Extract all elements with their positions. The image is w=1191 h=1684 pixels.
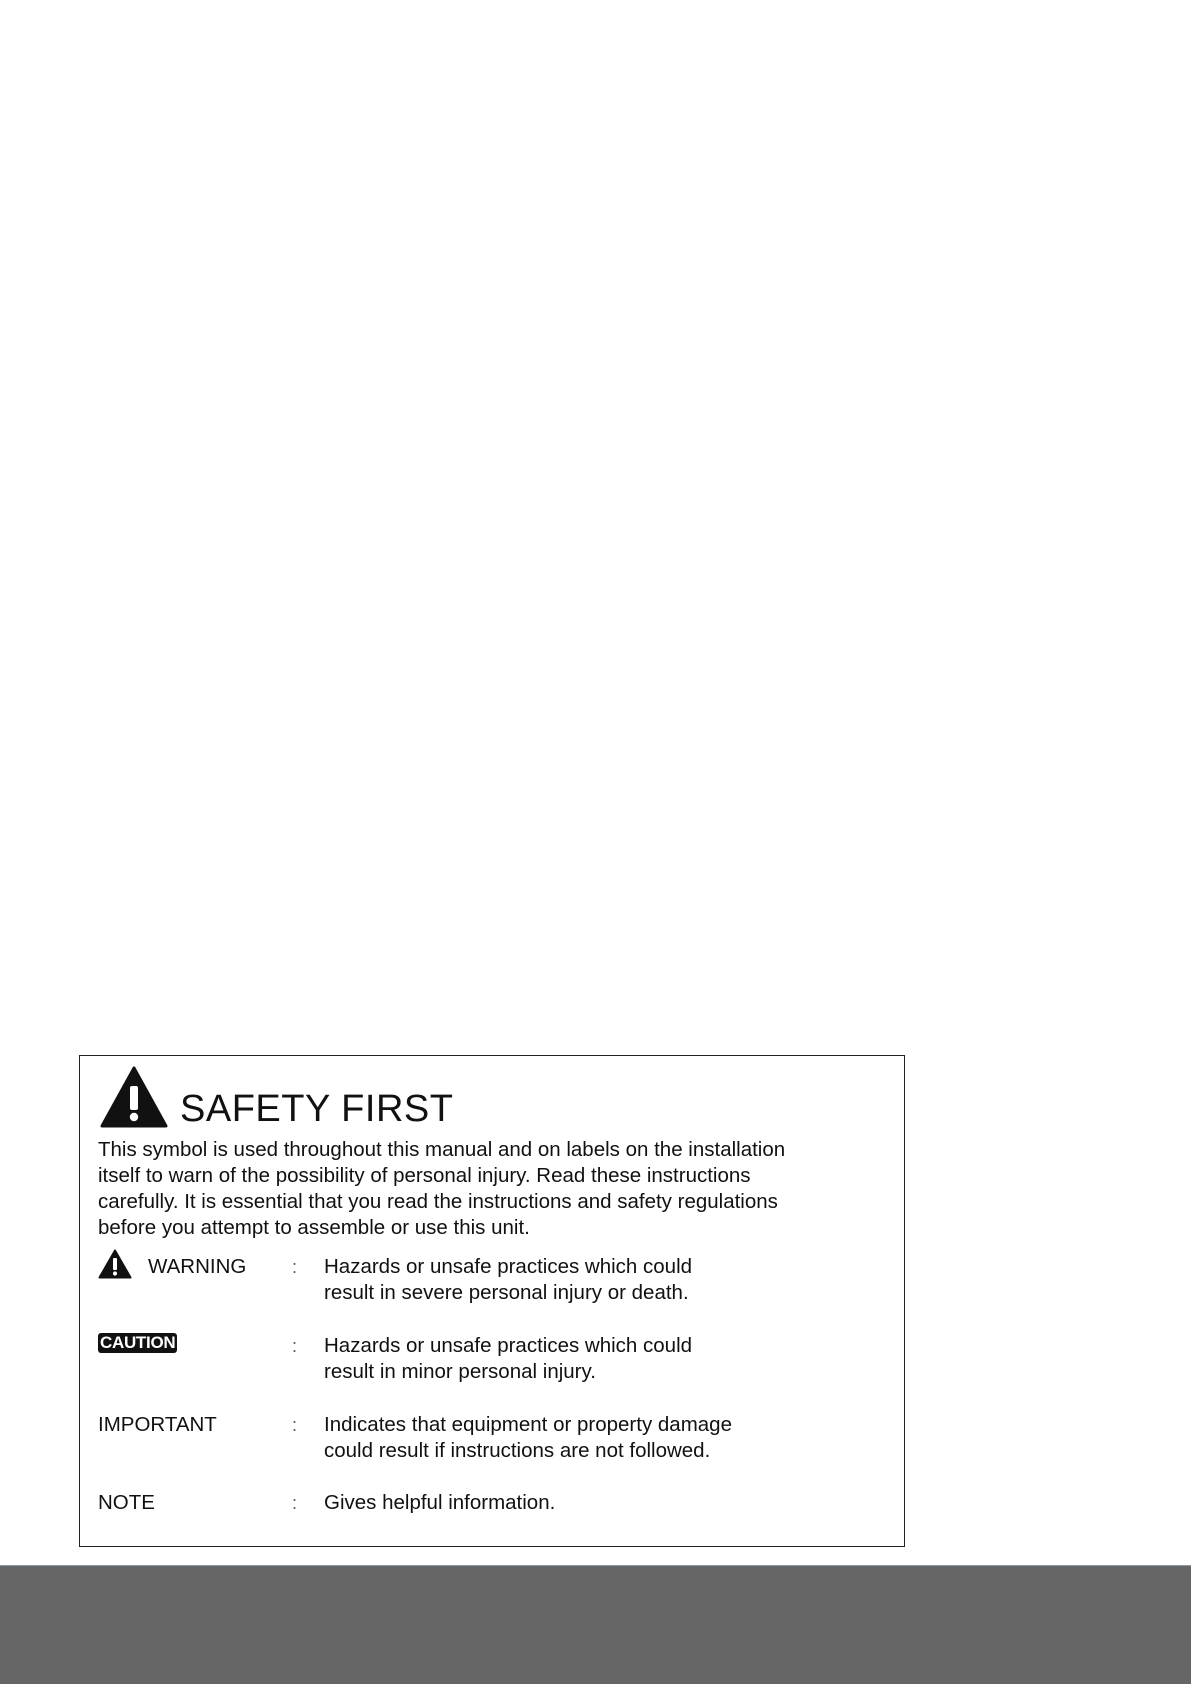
safety-title-row	[100, 1066, 453, 1128]
description-line: Gives helpful information.	[324, 1491, 556, 1514]
definition-term	[98, 1490, 155, 1516]
safety-first-box	[79, 1055, 905, 1547]
description-line: could result if instructions are not followed.	[324, 1439, 711, 1462]
footer-bar	[0, 1565, 1191, 1684]
definition-term	[98, 1412, 217, 1438]
caution-badge: CAUTION	[100, 1333, 176, 1352]
intro-line: This symbol is used throughout this manual and on labels on the installation	[98, 1138, 786, 1161]
description-line: Hazards or unsafe practices which could	[324, 1334, 693, 1357]
intro-line: itself to warn of the possibility of personal injury. Read these instructions	[98, 1164, 751, 1187]
safety-intro-text	[98, 1137, 888, 1241]
definition-warning	[98, 1254, 888, 1306]
description-line: Indicates that equipment or property damage	[324, 1413, 732, 1436]
intro-line: carefully. It is essential that you read the instructions and safety regulations	[98, 1190, 778, 1213]
definition-term	[98, 1333, 177, 1353]
definition-separator: :	[292, 1257, 298, 1277]
definition-separator: :	[292, 1336, 298, 1356]
note-label: NOTE	[98, 1491, 155, 1514]
definition-description	[324, 1412, 844, 1464]
description-line: Hazards or unsafe practices which could	[324, 1255, 693, 1278]
description-line: result in minor personal injury.	[324, 1360, 596, 1383]
safety-title: SAFETY FIRST	[180, 1088, 454, 1130]
definition-separator: :	[292, 1493, 298, 1513]
definition-important	[98, 1412, 888, 1464]
description-line: result in severe personal injury or death.	[324, 1281, 689, 1304]
warning-label: WARNING	[148, 1255, 247, 1278]
definition-description	[324, 1490, 844, 1516]
definition-caution	[98, 1333, 888, 1385]
warning-triangle-icon	[98, 1249, 132, 1279]
warning-triangle-icon	[100, 1066, 168, 1128]
intro-line: before you attempt to assemble or use this unit.	[98, 1216, 530, 1239]
definition-note	[98, 1490, 888, 1542]
definition-separator: :	[292, 1415, 298, 1435]
definition-description	[324, 1333, 844, 1385]
important-label: IMPORTANT	[98, 1413, 217, 1436]
definition-term	[98, 1254, 246, 1280]
definition-description	[324, 1254, 844, 1306]
